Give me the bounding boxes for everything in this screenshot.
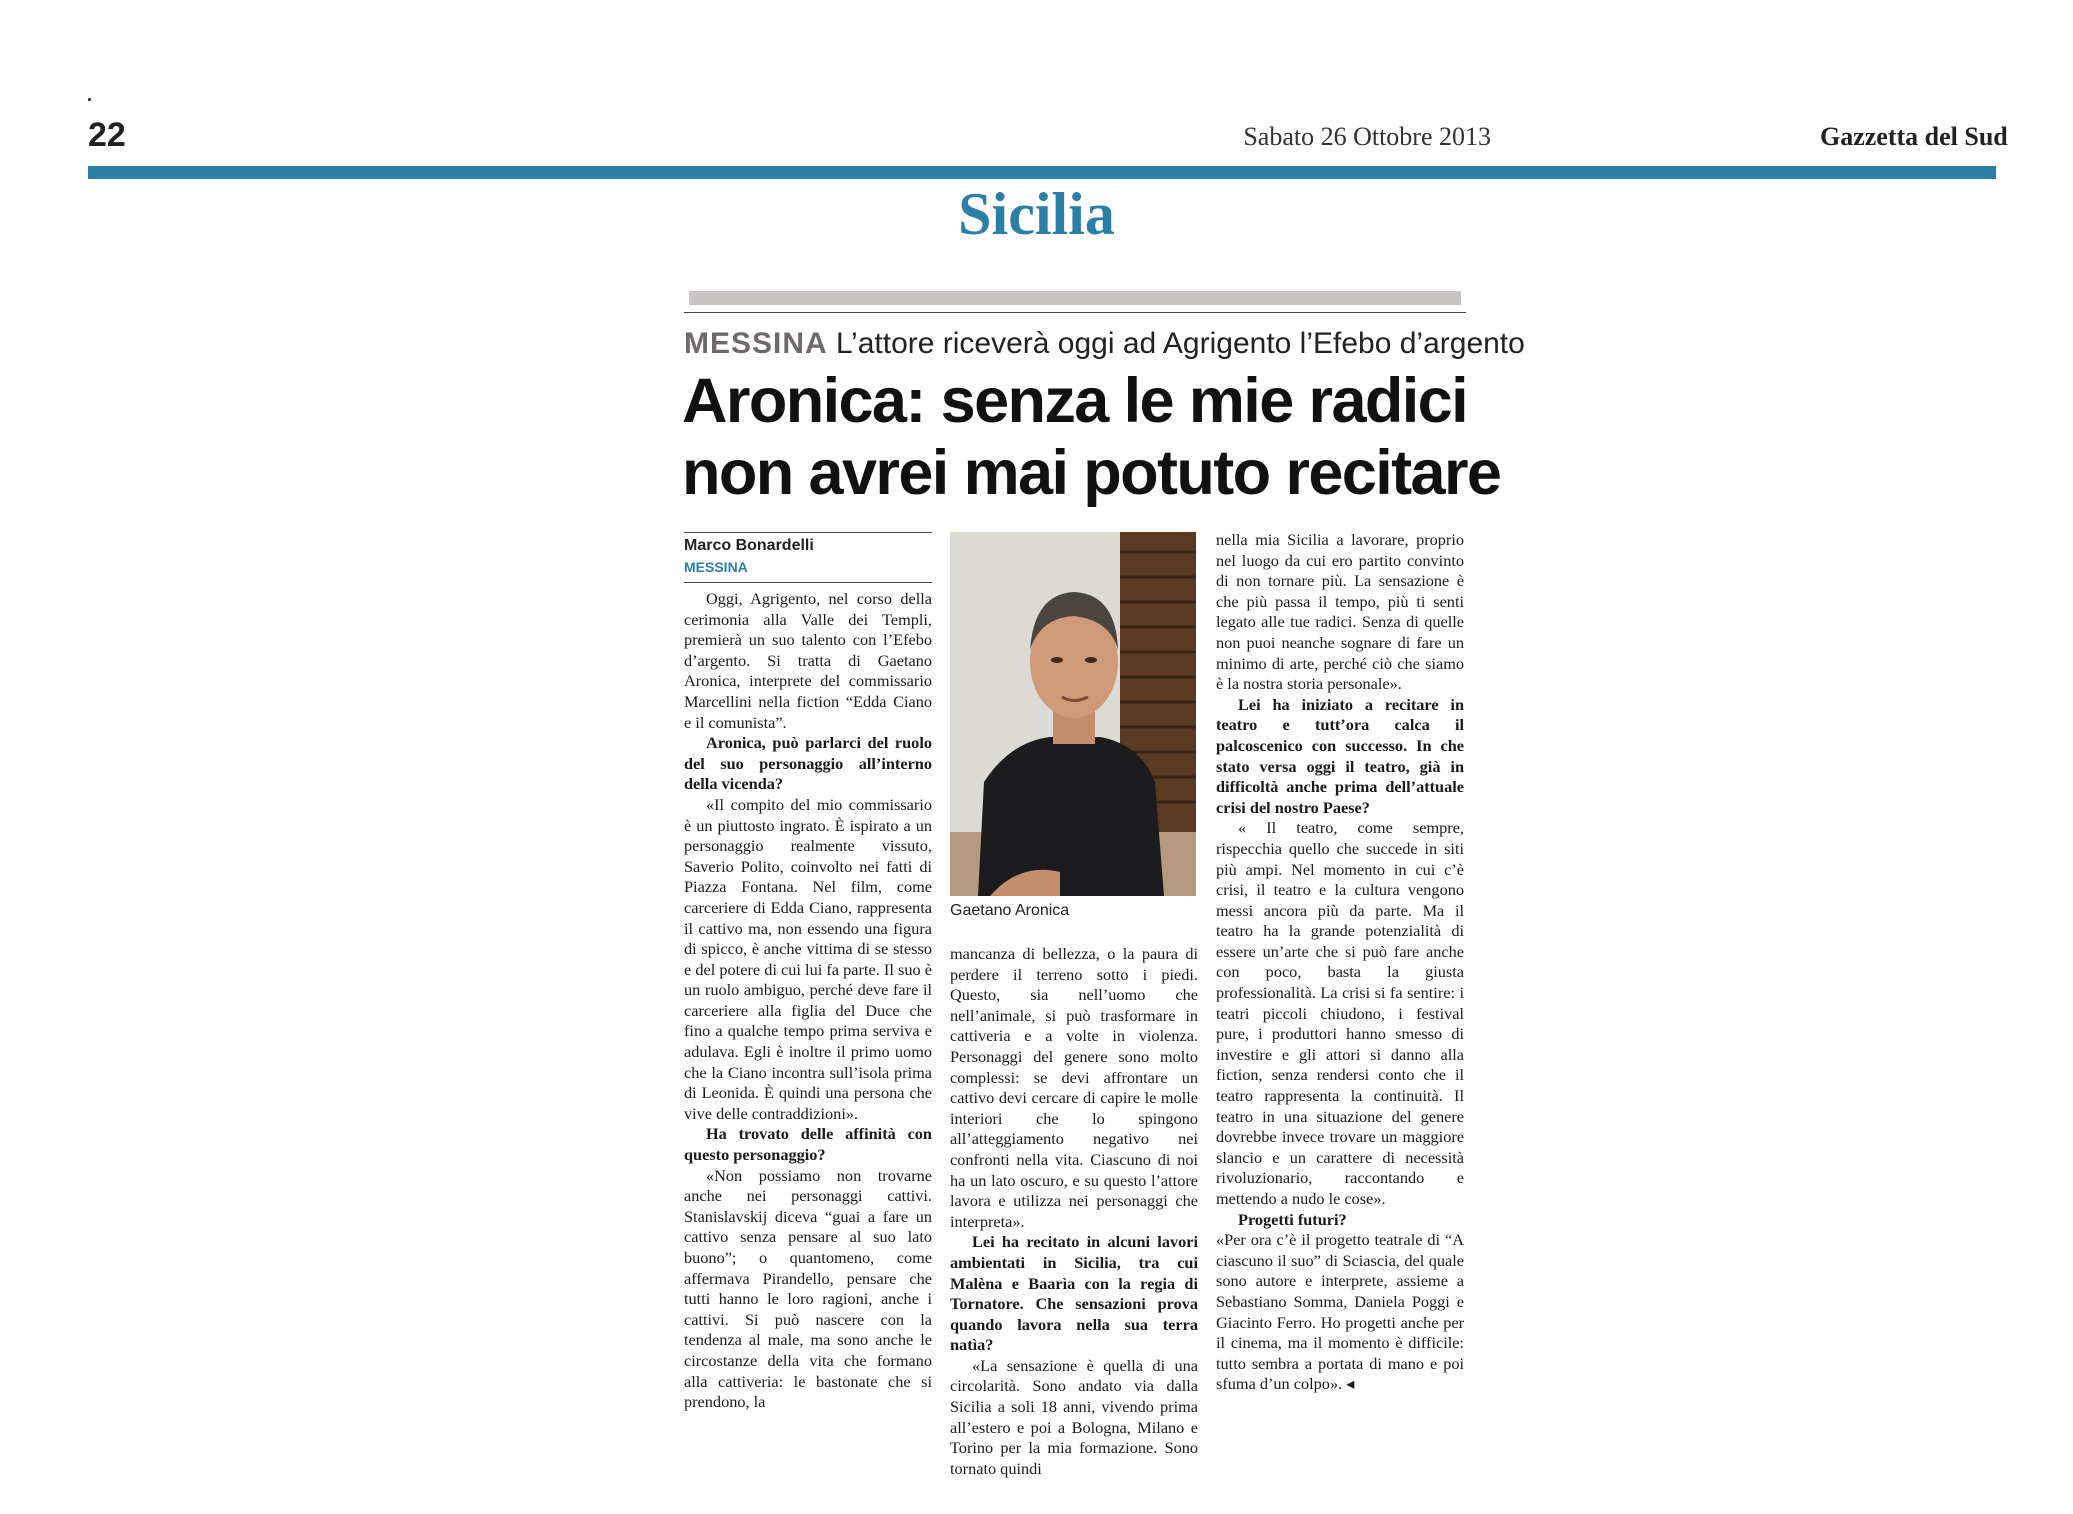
interview-question: Aronica, può parlarci del ruolo del suo personaggio all’interno della vicenda? [684, 733, 932, 794]
portrait-photo [950, 532, 1196, 896]
article-top-bar [689, 291, 1461, 305]
article-paragraph: «La sensazione è quella di una circolarità. Sono andato via dalla Sicilia a soli 18 anni, vivendo prima all’estero e poi a Bologna, Milano e Torino per la mia formazione. Sono tornato quindi [950, 1355, 1198, 1478]
byline-rule [684, 532, 932, 533]
page-date: Sabato 26 Ottobre 2013 [1243, 122, 1491, 151]
article-paragraph: «Non possiamo non trovarne anche nei personaggi cattivi. Stanislavskij diceva “guai a fare un cattivo senza pensare al suo lato buono”; o quantomeno, come affermava Pirandello, pensare che tutti hanno le loro ragioni, anche i cattivi. Si può nascere con la tendenza al male, ma sono anche le circostanze della vita che formano alla cattiveria: le bastonate che si prendono, la [684, 1165, 932, 1412]
interview-question: Lei ha recitato in alcuni lavori ambientati in Sicilia, tra cui Malèna e Baarìa con la regia di Tornatore. Che sensazioni prova quando lavora nella sua terra natìa? [950, 1232, 1198, 1355]
interview-question: Progetti futuri? [1238, 1209, 1347, 1229]
article-paragraph: «Per ora c’è il progetto teatrale di “A ciascuno il suo” di Sciascia, del quale sono autore e interprete, assieme a Sebastiano Somma, Daniela Poggi e Giacinto Ferro. Ho progetti anche per il cinema, ma il momento è difficile: tutto sembra a portata di mano e poi sfuma d’un colpo». ◂ [1216, 1230, 1464, 1394]
headline [682, 365, 1501, 509]
byline-dateline: MESSINA [684, 559, 748, 575]
interview-question: Ha trovato delle affinità con questo personaggio? [684, 1124, 932, 1165]
kicker-place: MESSINA [684, 327, 828, 360]
article-paragraph: mancanza di bellezza, o la paura di perdere il terreno sotto i piedi. Questo, sia nell’uomo che nell’animale, si può trasformare in cattiveria e a volte in violenza. Personaggi del genere sono molto complessi: se devi affrontare un cattivo devi cercare di capire le molle interiori che lo spingono all’atteggiamento negativo nei confronti nella vita. Ciascuno di noi ha un lato oscuro, e su questo l’attore lavora e utilizza nei personaggi che interpreta». [950, 944, 1198, 1231]
byline-author: Marco Bonardelli [684, 537, 814, 554]
header-rule [88, 166, 1996, 179]
article-column-2 [950, 944, 1198, 1479]
article-top-rule [684, 312, 1466, 313]
photo-caption: Gaetano Aronica [950, 902, 1070, 919]
page-corner-dot [88, 98, 91, 101]
article-paragraph: « Il teatro, come sempre, rispecchia quello che succede in siti più ampi. Nel momento in cui c’è crisi, il teatro e la cultura vengono messi ancora più da parte. Ma il teatro ha la grande potenzialità di essere un’arte che si può fare anche con poco, basta la giusta professionalità. La crisi si fa sentire: i teatri piccoli chiudono, i festival pure, i produttori hanno smesso di investire e gli attori si danno alla fiction, senza rendersi conto che il teatro rappresenta la continuità. Il teatro in una situazione del genere dovrebbe invece trovare un maggiore slancio e un carattere di necessità rivoluzionario, raccontando e mettendo a nudo le cose». [1216, 818, 1464, 1208]
article-paragraph: Oggi, Agrigento, nel corso della cerimonia alla Valle dei Templi, premierà un suo talento con l’Efebo d’argento. Si tratta di Gaetano Aronica, interprete del commissario Marcellini nella fiction “Edda Ciano e il comunista”. [684, 589, 932, 732]
section-title: Sicilia [958, 181, 1115, 247]
article-paragraph: «Il compito del mio commissario è un piuttosto ingrato. È ispirato a un personaggio realmente vissuto, Saverio Polito, coinvolto nei fatti di Piazza Fontana. Nel film, come carceriere di Edda Ciano, rappresenta il cattivo ma, non essendo una figura di spicco, è anche vittima di se stesso e del potere di cui lui fa parte. Il suo è un ruolo ambiguo, perché deve fare il carceriere alla figlia del Duce che fino a qualche tempo prima serviva e adulava. Egli è inoltre il primo uomo che la Ciano incontra sull’isola prima di Leonida. È quindi una persona che vive delle contraddizioni». [684, 794, 932, 1123]
article-column-1 [684, 589, 932, 1413]
headline-line-1: Aronica: senza le mie radici [682, 366, 1468, 436]
portrait-illustration [950, 532, 1196, 896]
article-column-3 [1216, 530, 1464, 1395]
byline-rule [684, 582, 932, 583]
headline-line-2: non avrei mai potuto recitare [682, 438, 1501, 508]
masthead: Gazzetta del Sud [1820, 122, 2008, 151]
interview-question: Lei ha iniziato a recitare in teatro e tutt’ora calca il palcoscenico con successo. In che stato versa oggi il teatro, già in difficoltà anche prima dell’attuale crisi del nostro Paese? [1216, 694, 1464, 817]
article-paragraph: nella mia Sicilia a lavorare, proprio nel luogo da cui ero partito convinto di non tornare più. La sensazione è che più passa il tempo, più ti senti legato alle tue radici. Senza di quelle non puoi neanche sognare di fare un minimo di arte, perché ciò che siamo è la nostra storia personale». [1216, 530, 1464, 694]
page-number: 22 [88, 116, 126, 154]
kicker [684, 327, 1525, 361]
kicker-text: L’attore riceverà oggi ad Agrigento l’Efebo d’argento [836, 327, 1525, 360]
